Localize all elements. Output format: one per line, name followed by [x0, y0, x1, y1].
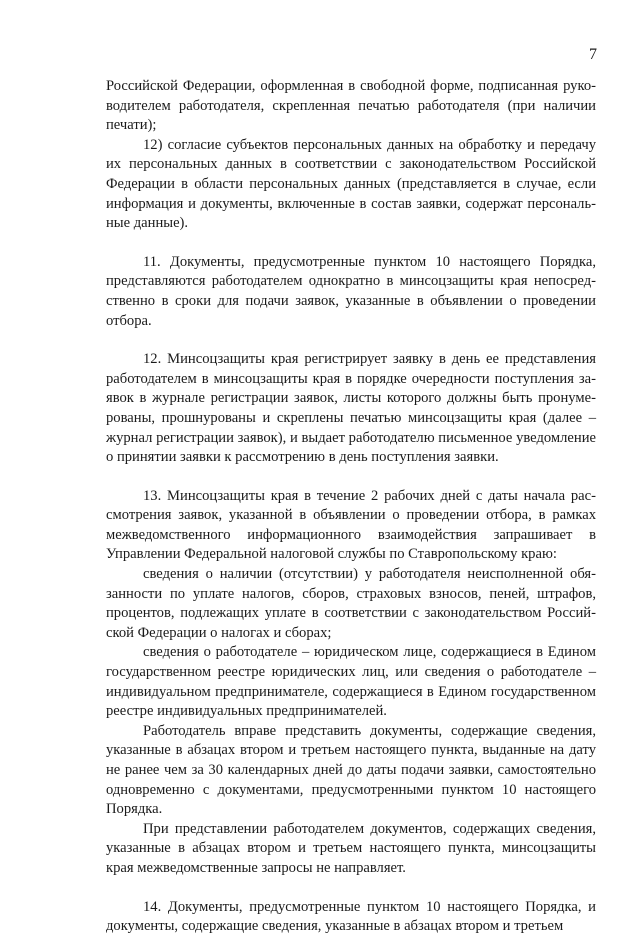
document-body [106, 77, 596, 937]
paragraph-point-14: 14. Документы, предусмотренные пунктом 10 настоящего Порядка, и документы, содержащие сведения, указанные в абзацах втором и третьем [106, 898, 596, 935]
paragraph-point-13-no-requests: При представлении работодателем документов, содержащих сведения, указанные в абзацах втором и третьем настоящего пункта, минсоцзащиты края межведомственные запросы не направляет. [106, 820, 596, 876]
paragraph-item-12-consent: 12) согласие субъектов персональных данных на обработку и передачу их персональных данных в соответствии с законодательством Российской Федерации в области персональных данных (представляется в случае, если информация и документы, включенные в состав заявки, содержат персональные данные). [106, 136, 596, 232]
paragraph-point-13-tax-debt: сведения о наличии (отсутствии) у работодателя неисполненной обязанности по уплате налогов, сборов, страховых взносов, пеней, штрафов, процентов, подлежащих уплате в соответствии с законодательством Российской Федерации о налогах и сборах; [106, 566, 596, 641]
paragraph-point-12: 12. Минсоцзащиты края регистрирует заявку в день ее представления работодателем в минсоцзащиты края в порядке очередности поступления заявок в журнале регистрации заявок, листы которого должны быть пронумерованы, прошнурованы и скреплены печатью минсоцзащиты края (далее – журнал регистрации заявок), и выдает работодателю письменное уведомление о принятии заявки к рассмотрению в день поступления заявки. [106, 351, 596, 466]
paragraph-point-13-employer-right: Работодатель вправе представить документы, содержащие сведения, указанные в абзацах втором и третьем настоящего пункта, выданные на дату не ранее чем за 30 календарных дней до даты подачи заявки, самостоятельно одновременно с документами, предусмотренными пунктом 10 настоящего Порядка. [106, 722, 596, 818]
page-number: 7 [589, 46, 597, 63]
paragraph-point-13: 13. Минсоцзащиты края в течение 2 рабочих дней с даты начала рассмотрения заявок, указанной в объявлении о проведении отбора, в рамках межведомственного информационного взаимодействия запрашивает в Управлении Федеральной налоговой службы по Ставропольскому краю: [106, 487, 596, 563]
paragraph-continuation-11: Российской Федерации, оформленная в свободной форме, подписанная руководителем работодателя, скрепленная печатью работодателя (при наличии печати); [106, 78, 596, 134]
paragraph-point-11: 11. Документы, предусмотренные пунктом 10 настоящего Порядка, представляются работодателем однократно в минсоцзащиты края непосредственно в сроки для подачи заявок, указанные в объявлении о проведении отбора. [106, 253, 596, 329]
paragraph-point-13-registry: сведения о работодателе – юридическом лице, содержащиеся в Едином государственном реестре юридических лиц, или сведения о работодателе – индивидуальном предпринимателе, содержащиеся в Едином государственном реестре индивидуальных предпринимателей. [106, 644, 596, 720]
